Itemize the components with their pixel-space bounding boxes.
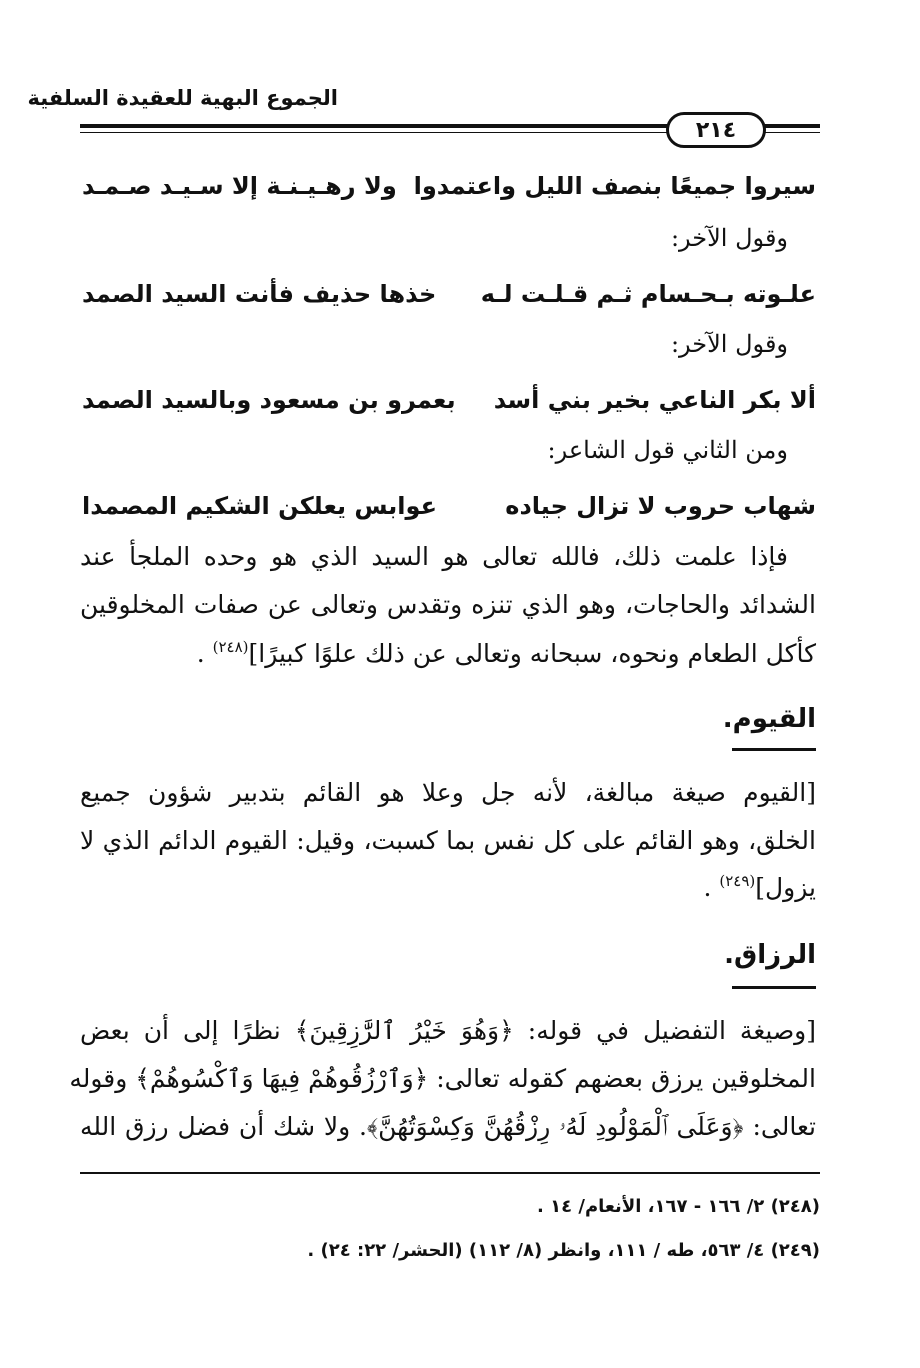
verse-intro-1: وقول الآخر: <box>670 224 788 252</box>
page-number: ٢١٤ <box>695 117 737 143</box>
razzaq-line-3: تعالى: ﴿وَعَلَى ٱلْمَوْلُودِ لَهُۥ رِزْقُهُنَّ وَكِسْوَتُهُنَّ﴾. ولا شك أن فضل رزق الله <box>80 1112 816 1141</box>
qayyum-line-2: الخلق، وهو القائم على كل نفس بما كسبت، وقيل: القيوم الدائم الذي لا <box>80 826 816 855</box>
verse-intro-3: ومن الثاني قول الشاعر: <box>547 436 788 464</box>
footnote-ref-248: (٢٤٨) <box>212 638 249 656</box>
verse-2-first-hemistich: علـوته بـحـسام ثـم قـلـت لـه <box>480 280 816 308</box>
section-heading-qayyum-underline <box>732 748 816 751</box>
qayyum-line-1: [القيوم صيغة مبالغة، لأنه جل وعلا هو القائم بتدبير شؤون جميع <box>80 778 816 807</box>
qayyum-line-3-text: يزول] <box>755 873 816 902</box>
footnote-248: (٢٤٨) ٢/ ١٦٦ - ١٦٧، الأنعام/ ١٤ . <box>537 1196 820 1217</box>
section-heading-razzaq: الرزاق. <box>724 940 816 970</box>
verse-intro-2: وقول الآخر: <box>670 330 788 358</box>
razzaq-line-1: [وصيغة التفضيل في قوله: ﴿وَهُوَ خَيْرُ ٱلرَّٰزِقِينَ﴾ نظرًا إلى أن بعض <box>80 1016 816 1045</box>
footnote-separator <box>80 1172 820 1174</box>
paragraph-1-line-3 <box>197 638 816 668</box>
qayyum-end: . <box>703 873 712 902</box>
paragraph-1-end: . <box>196 639 205 668</box>
paragraph-1-line-3-text: كأكل الطعام ونحوه، سبحانه وتعالى عن ذلك علوًا كبيرًا] <box>248 639 816 668</box>
verse-3-second-hemistich: بعمرو بن مسعود وبالسيد الصمد <box>82 386 456 414</box>
verse-1-first-hemistich: سيروا جميعًا بنصف الليل واعتمدوا <box>413 172 816 200</box>
verse-4-first-hemistich: شهاب حروب لا تزال جياده <box>505 492 816 520</box>
verse-3-first-hemistich: ألا بكر الناعي بخير بني أسد <box>493 386 816 414</box>
footnote-249: (٢٤٩) ٤/ ٥٦٣، طه / ١١١، وانظر (٨/ ١١٢) (الحشر/ ٢٢: ٢٤) . <box>307 1240 820 1261</box>
verse-1-second-hemistich: ولا رهـيـنـة إلا سـيـد صـمـد <box>82 172 397 200</box>
page-number-badge <box>666 112 766 148</box>
footnote-ref-249: (٢٤٩) <box>719 872 756 890</box>
razzaq-line-2: المخلوقين يرزق بعضهم كقوله تعالى: ﴿وَٱرْزُقُوهُمْ فِيهَا وَٱكْسُوهُمْ﴾ وقوله <box>69 1064 816 1093</box>
verse-4-second-hemistich: عوابس يعلكن الشكيم المصمدا <box>82 492 437 520</box>
verse-2-second-hemistich: خذها حذيف فأنت السيد الصمد <box>82 280 437 308</box>
paragraph-1-line-1: فإذا علمت ذلك، فالله تعالى هو السيد الذي هو وحده الملجأ عند <box>80 542 788 571</box>
section-heading-razzaq-underline <box>732 986 816 989</box>
section-heading-qayyum: القيوم. <box>722 704 816 734</box>
qayyum-line-3 <box>703 872 816 902</box>
paragraph-1-line-2: الشدائد والحاجات، وهو الذي تنزه وتقدس وتعالى عن صفات المخلوقين <box>80 590 816 619</box>
running-header-title: الجموع البهية للعقيدة السلفية <box>27 86 338 110</box>
